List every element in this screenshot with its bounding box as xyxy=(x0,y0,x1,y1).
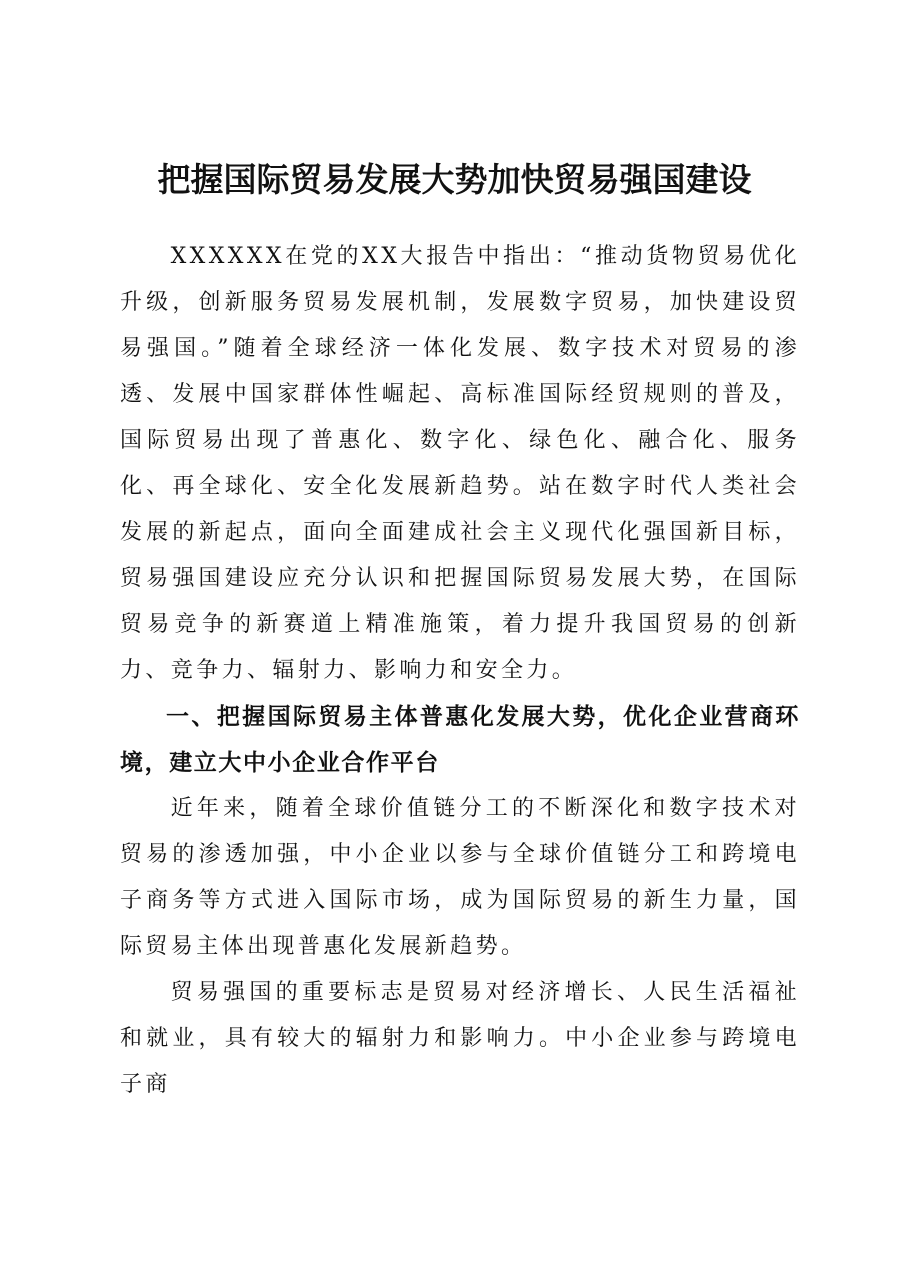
intro-paragraph: XXXXXX在党的XX大报告中指出：“推动货物贸易优化升级，创新服务贸易发展机制，发展数字贸易，加快建设贸易强国。”随着全球经济一体化发展、数字技术对贸易的渗透、发展中国家群体性崛起、高标准国际经贸规则的普及，国际贸易出现了普惠化、数字化、绿色化、融合化、服务化、再全球化、安全化发展新趋势。站在数字时代人类社会发展的新起点，面向全面建成社会主义现代化强国新目标，贸易强国建设应充分认识和把握国际贸易发展大势，在国际贸易竞争的新赛道上精准施策，着力提升我国贸易的创新力、竞争力、辐射力、影响力和安全力。 xyxy=(120,244,800,683)
section-1-paragraph-2: 贸易强国的重要标志是贸易对经济增长、人民生活福祉和就业，具有较大的辐射力和影响力。中小企业参与跨境电子商 xyxy=(120,980,800,1097)
section-1-paragraph-1: 近年来，随着全球价值链分工的不断深化和数字技术对贸易的渗透加强，中小企业以参与全球价值链分工和跨境电子商务等方式进入国际市场，成为国际贸易的新生力量，国际贸易主体出现普惠化发展新趋势。 xyxy=(120,796,800,959)
section-1-heading: 一、把握国际贸易主体普惠化发展大势，优化企业营商环境，建立大中小企业合作平台 xyxy=(120,704,800,776)
document-title: 把握国际贸易发展大势加快贸易强国建设 xyxy=(157,160,752,199)
document-body xyxy=(120,234,800,1108)
